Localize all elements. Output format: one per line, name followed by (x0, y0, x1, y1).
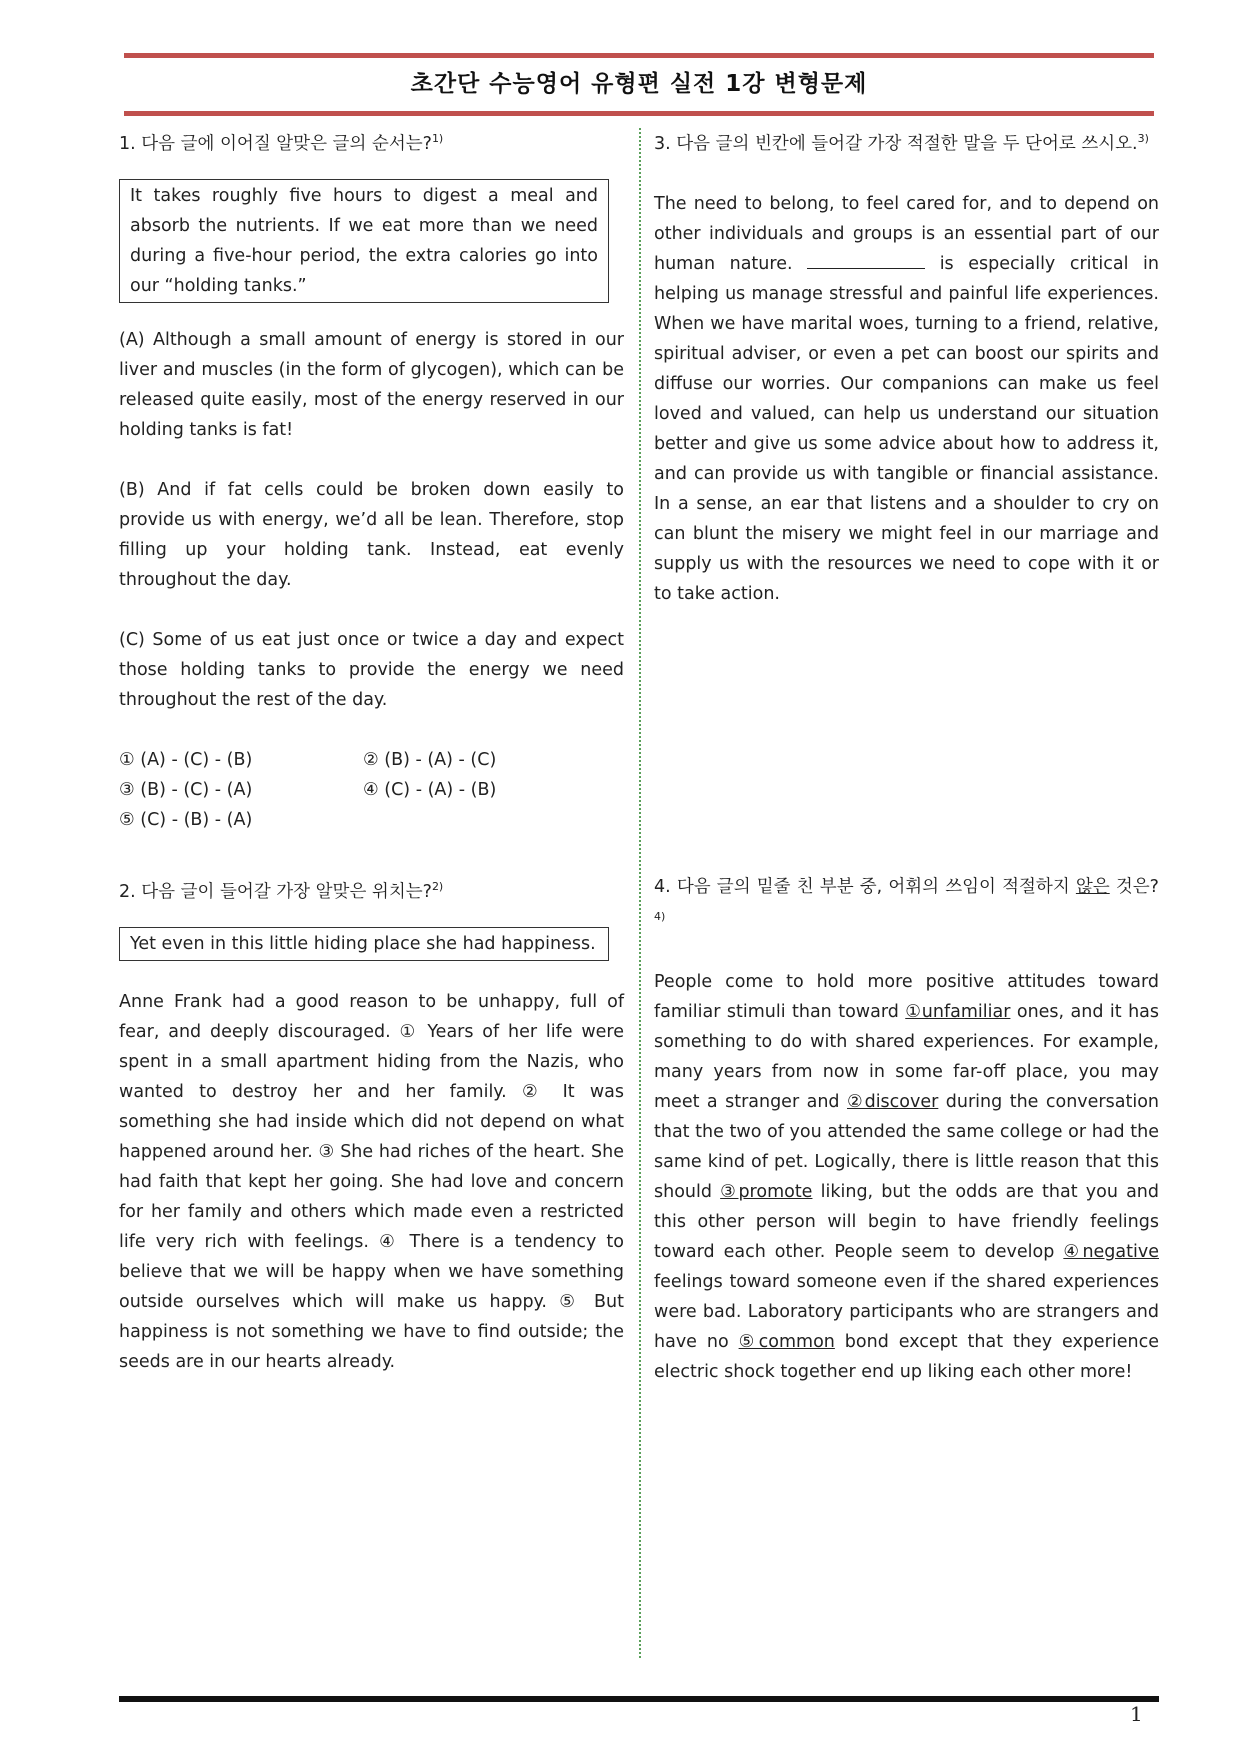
column-divider (639, 128, 641, 1658)
page-title: 초간단 수능영어 유형편 실전 1강 변형문제 (410, 71, 868, 97)
q1-footnote: 1) (431, 132, 444, 145)
q1-option-3[interactable]: ③ (B) - (C) - (A) (119, 779, 253, 800)
question-2 (119, 872, 624, 1377)
q1-option-2[interactable]: ② (B) - (A) - (C) (363, 749, 497, 770)
q1-options (119, 745, 624, 835)
q4-underlined-3[interactable]: ③promote (720, 1181, 813, 1202)
q2-footnote: 2) (431, 880, 444, 893)
question-4 (654, 872, 1159, 1387)
q4-underlined-1[interactable]: ①unfamiliar (905, 1001, 1011, 1022)
q1-given-box: It takes roughly five hours to digest a meal and absorb the nutrients. If we eat more than we need during a five-hour period, the extra calories go into our “holding tanks.” (119, 179, 609, 303)
q2-given-box: Yet even in this little hiding place she had happiness. (119, 927, 609, 961)
q1-option-1[interactable]: ① (A) - (C) - (B) (119, 749, 253, 770)
q4-heading: 4. 다음 글의 밑줄 친 부분 중, 어휘의 쓰임이 적절하지 않은 것은?$^{4)}$ (654, 877, 1159, 923)
q3-heading: 3. 다음 글의 빈칸에 들어갈 가장 적절한 말을 두 단어로 쓰시오.$^{3)}$ (654, 132, 1149, 154)
q1-paragraph-c: (C) Some of us eat just once or twice a day and expect those holding tanks to provide the energy we need throughout the rest of the day. (119, 629, 624, 710)
q4-underlined-2[interactable]: ②discover (847, 1091, 939, 1112)
q3-answer-blank[interactable] (807, 250, 925, 269)
q3-passage: The need to belong, to feel cared for, and to depend on other individuals and groups is an essential part of our human nature. is especially critical in helping us manage stressful and painful life experiences. When we have marital woes, turning to a friend, relative, spiritual adviser, or even a pet can boost our spirits and diffuse our worries. Our companions can make us feel loved and valued, can help us understand our situation better and give us some advice about how to address it, and can provide us with tangible or financial assistance. In a sense, an ear that listens and a shoulder to cry on can blunt the misery we might feel in our marriage and supply us with the resources we need to cope with it or to take action. (654, 193, 1159, 604)
q4-footnote: 4) (654, 910, 666, 923)
q1-option-4[interactable]: ④ (C) - (A) - (B) (363, 779, 497, 800)
question-1 (119, 124, 624, 835)
q2-passage: Anne Frank had a good reason to be unhappy, full of fear, and deeply discouraged. ① Years of her life were spent in a small apartment hiding from the Nazis, who wanted to destroy her and her family. ② It was something she had inside which did not depend on what happened around her. ③ She had riches of the heart. She had faith that kept her going. She had love and concern for her family and others which made even a restricted life very rich with feelings. ④ There is a tendency to believe that we will be happy when we have something outside ourselves which will make us happy. ⑤ But happiness is not something we have to find outside; the seeds are in our hearts already. (119, 991, 624, 1372)
footer-rule (119, 1696, 1159, 1702)
q1-paragraph-b: (B) And if fat cells could be broken down easily to provide us with energy, we’d all be lean. Therefore, stop filling up your holding tank. Instead, eat evenly throughout the day. (119, 479, 624, 590)
q1-heading: 1. 다음 글에 이어질 알맞은 글의 순서는?$^{1)}$ (119, 132, 444, 154)
question-3 (654, 124, 1159, 609)
q4-underlined-4[interactable]: ④negative (1063, 1241, 1159, 1262)
header-bottom-rule (124, 111, 1154, 116)
q1-option-5[interactable]: ⑤ (C) - (B) - (A) (119, 809, 253, 830)
page-number: 1 (1130, 1702, 1143, 1726)
q2-heading: 2. 다음 글이 들어갈 가장 알맞은 위치는?$^{2)}$ (119, 880, 444, 902)
header-top-rule (124, 53, 1154, 58)
q4-passage: People come to hold more positive attitudes toward familiar stimuli than toward ①unfamiliar ones, and it has something to do with shared experiences. For example, many years from now in some far-off place, you may meet a stranger and ②discover during the conversation that the two of you attended the same college or had the same kind of pet. Logically, there is little reason that this should ③promote liking, but the odds are that you and this other person will begin to have friendly feelings toward each other. People seem to develop ④negative feelings toward someone even if the shared experiences were bad. Laboratory participants who are strangers and have no ⑤common bond except that they experience electric shock together end up liking each other more! (654, 971, 1160, 1382)
q4-underlined-5[interactable]: ⑤common (738, 1331, 835, 1352)
q1-paragraph-a: (A) Although a small amount of energy is stored in our liver and muscles (in the form of glycogen), which can be released quite easily, most of the energy reserved in our holding tanks is fat! (119, 329, 624, 440)
q3-footnote: 3) (1137, 132, 1149, 145)
